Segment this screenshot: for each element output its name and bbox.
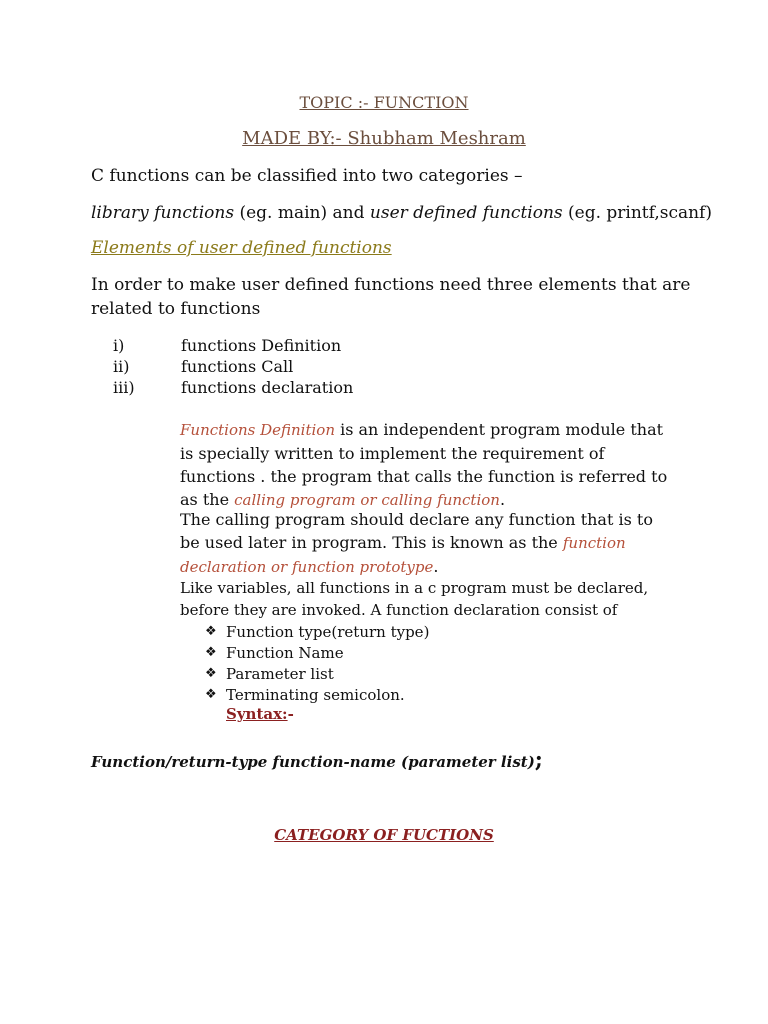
user-example: (eg. printf,scanf) xyxy=(562,203,712,223)
bullet-item xyxy=(205,684,429,705)
user-functions-term: user defined functions xyxy=(369,203,563,223)
definition-end: . xyxy=(499,490,506,509)
categories-line xyxy=(91,203,712,223)
calling-program-term: calling program or calling function xyxy=(234,491,500,509)
elements-list xyxy=(113,336,353,399)
elements-intro-line2: related to functions xyxy=(91,299,261,319)
syntax-definition-text: Function/return-type function-name (parameter list) xyxy=(91,753,535,771)
diamond-bullet-icon: ❖ xyxy=(205,624,217,639)
topic-title: TOPIC :- FUNCTION xyxy=(299,93,469,112)
list-item xyxy=(113,357,353,378)
bullet-text: Parameter list xyxy=(226,664,334,683)
list-text: functions Definition xyxy=(181,336,342,355)
variables-note: Like variables, all functions in a c program must be declared, before they are invoked. A function declaration consist of xyxy=(180,579,649,619)
author-line: MADE BY:- Shubham Meshram xyxy=(242,128,526,149)
declaration-text: The calling program should declare any function that is to be used later in program. This is known as the xyxy=(180,510,653,552)
bullet-item xyxy=(205,621,429,642)
library-example: (eg. main) and xyxy=(234,203,370,223)
section-heading: Elements of user defined functions xyxy=(91,238,392,258)
list-text: functions Call xyxy=(181,357,294,376)
bullet-text: Function Name xyxy=(226,643,344,662)
list-item xyxy=(113,336,353,357)
definition-paragraph xyxy=(180,418,670,512)
bullet-text: Function type(return type) xyxy=(226,622,430,641)
bullet-item xyxy=(205,642,429,663)
syntax-dash: - xyxy=(287,705,294,723)
declaration-components-list xyxy=(205,621,429,705)
declaration-paragraph xyxy=(180,508,670,579)
syntax-text: Syntax: xyxy=(226,705,288,723)
bullet-text: Terminating semicolon. xyxy=(226,685,405,704)
intro-line: C functions can be classified into two categories – xyxy=(91,166,523,186)
syntax-semicolon: ; xyxy=(534,747,543,773)
diamond-bullet-icon: ❖ xyxy=(205,687,217,702)
list-text: functions declaration xyxy=(181,378,354,397)
declaration-end: . xyxy=(433,557,439,576)
declaration-term: function declaration or function prototype xyxy=(180,534,626,576)
list-item xyxy=(113,378,353,399)
syntax-definition xyxy=(91,747,543,773)
definition-text: is an independent program module that is specially written to implement the requirement of functions . the program that calls the function is referred to as the xyxy=(180,420,668,509)
syntax-label xyxy=(226,705,294,723)
bullet-item xyxy=(205,663,429,684)
list-number: i) xyxy=(113,336,125,355)
diamond-bullet-icon: ❖ xyxy=(205,666,217,681)
library-functions-term: library functions xyxy=(91,203,235,223)
list-number: ii) xyxy=(113,357,130,376)
elements-intro-line1: In order to make user defined functions need three elements that are xyxy=(91,275,691,295)
diamond-bullet-icon: ❖ xyxy=(205,645,217,660)
definition-term: Functions Definition xyxy=(180,421,335,439)
list-number: iii) xyxy=(113,378,135,397)
category-heading: CATEGORY OF FUCTIONS xyxy=(274,826,494,844)
